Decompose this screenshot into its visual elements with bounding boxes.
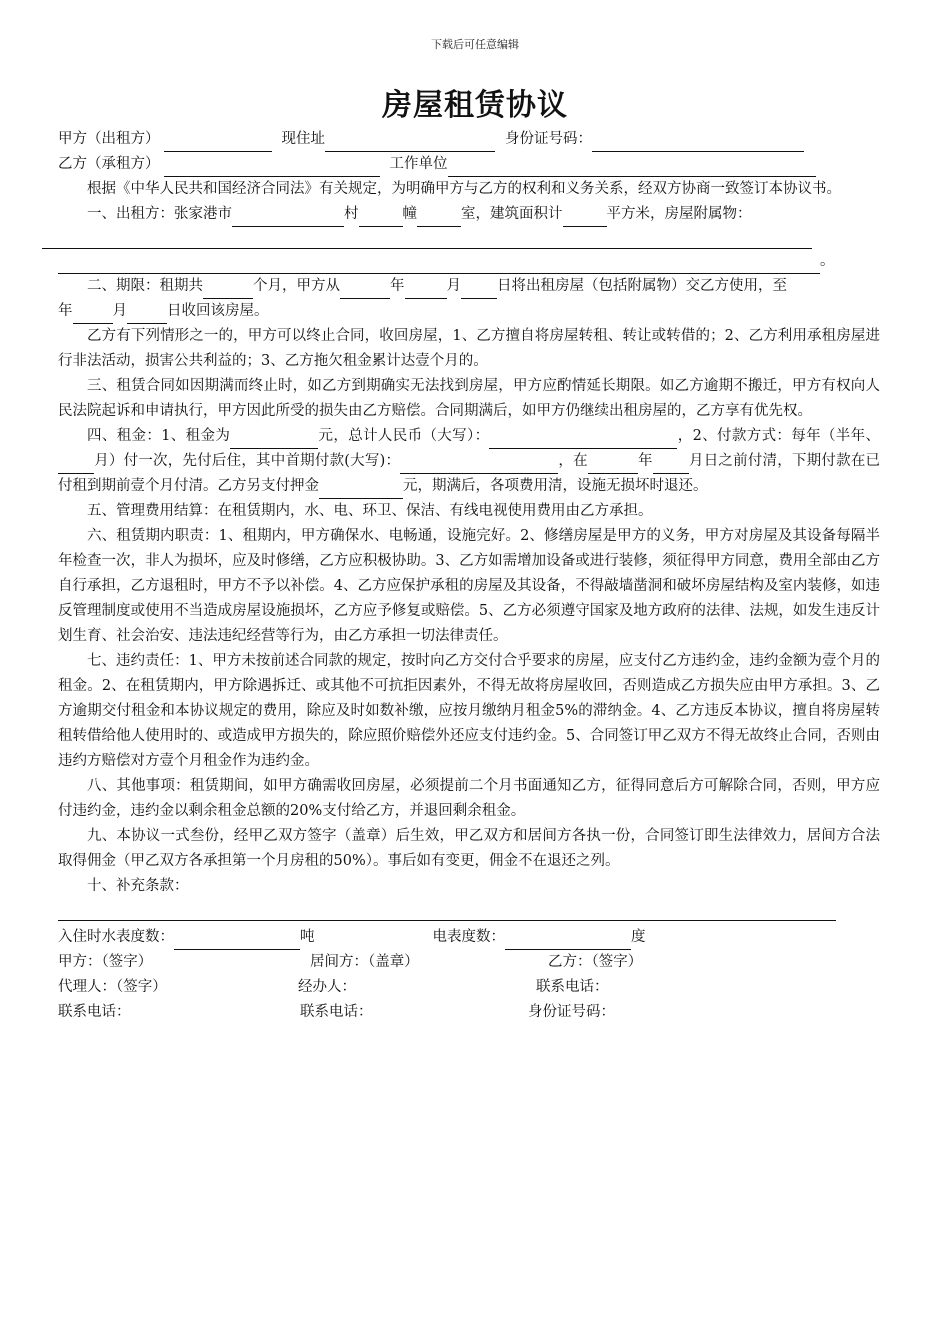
clause-9: 九、本协议一式叁份，经甲乙双方签字（盖章）后生效，甲乙双方和居间方各执一份，合同签订即生法律效力，居间方合法取得佣金（甲乙双方各承担第一个月房租的50%）。事后如有变更，佣金不在退还之列。 [58, 828, 880, 869]
clause-5: 五、管理费用结算：在租赁期内，水、电、环卫、保洁、有线电视使用费用由乙方承担。 [87, 503, 653, 519]
first-payment-blank[interactable] [400, 456, 558, 474]
area-blank[interactable] [563, 209, 607, 227]
start-year-blank[interactable] [340, 281, 390, 299]
clause-4 [58, 424, 880, 499]
clause-2-text-c: 年 [390, 278, 405, 294]
water-meter-unit: 吨 [300, 929, 315, 945]
clause-1-text-e: 平方米，房屋附属物： [606, 206, 752, 222]
attachment-line-1[interactable] [42, 227, 812, 249]
clause-10: 十、补充条款： [87, 878, 189, 894]
room-blank[interactable] [417, 209, 461, 227]
clause-1-end: 。 [820, 253, 835, 269]
contact-phone-field-3[interactable]: 联系电话： [300, 1004, 373, 1020]
contact-phone-field-1[interactable]: 联系电话： [536, 979, 609, 995]
start-month-blank[interactable] [405, 281, 447, 299]
clause-1-text-a: 一、出租方：张家港市 [87, 206, 232, 222]
clause-2-text-b: 个月，甲方从 [253, 278, 340, 294]
clause-6: 六、租赁期内职责：1、租期内，甲方确保水、电畅通，设施完好。2、修缮房屋是甲方的义务，甲方对房屋及其设备每隔半年检查一次，非人为损坏，应及时修缮，乙方应积极协助。3、乙方如需增加设备或进行装修，须征得甲方同意，费用全部由乙方自行承担，乙方退租时，甲方不予以补偿。4、乙方应保护承租的房屋及其设备，不得敲墙凿洞和破坏房屋结构及室内装修，如违反管理制度或使用不当造成房屋设施损坏，乙方应予修复或赔偿。5、乙方必须遵守国家及地方政府的法律、法规，如发生违反计划生育、社会治安、违法违纪经营等行为，由乙方承担一切法律责任。 [58, 528, 880, 644]
deposit-blank[interactable] [319, 481, 403, 499]
intro-paragraph: 根据《中华人民共和国经济合同法》有关规定，为明确甲方与乙方的权利和义务关系，经双方协商一致签订本协议书。 [87, 181, 841, 197]
clause-2-row-2 [58, 299, 880, 324]
clause-4-text-e: ，在 [558, 453, 588, 469]
header-note: 下载后可任意编辑 [431, 38, 519, 51]
building-blank[interactable] [359, 209, 403, 227]
attachment-line-2[interactable] [58, 256, 820, 274]
signature-row-3 [58, 1000, 880, 1025]
clause-2-extra: 乙方有下列情形之一的，甲方可以终止合同，收回房屋，1、乙方擅自将房屋转租、转让或转借的；2、乙方利用承租房屋进行非法活动，损害公共利益的；3、乙方拖欠租金累计达壹个月的。 [58, 328, 880, 369]
party-a-signature[interactable]: 甲方：（签字） [58, 954, 153, 970]
party-b-label: 乙方（承租方） [58, 156, 160, 172]
party-b-signature[interactable]: 乙方：（签字） [548, 954, 643, 970]
document-title: 房屋租赁协议 [382, 88, 568, 123]
agent-signature[interactable]: 代理人：（签字） [58, 979, 167, 995]
water-meter-label: 入住时水表度数： [58, 929, 174, 945]
intermediary-seal[interactable]: 居间方：（盖章） [310, 954, 419, 970]
elec-meter-label: 电表度数： [432, 929, 505, 945]
party-a-id-label: 身份证号码： [505, 131, 592, 147]
start-day-blank[interactable] [461, 281, 497, 299]
clause-4-text-d: 月）付一次，先付后住，其中首期付款(大写)： [94, 453, 401, 469]
party-b-work-label: 工作单位 [389, 156, 448, 172]
party-a-name-blank[interactable] [164, 134, 272, 152]
village-blank[interactable] [232, 209, 344, 227]
clause-3: 三、租赁合同如因期满而终止时，如乙方到期确实无法找到房屋，甲方应酌情延长期限。如乙方逾期不搬迁，甲方有权向人民法院起诉和申请执行，甲方因此所受的损失由乙方赔偿。合同期满后，如甲方仍继续出租房屋的，乙方享有优先权。 [58, 378, 880, 419]
clause-4-text-b: 元，总计人民币（大写）： [318, 428, 490, 444]
attachment-line-2-row [58, 249, 880, 274]
meter-row [58, 925, 880, 950]
clause-2-text-d: 月 [446, 278, 461, 294]
supplementary-line[interactable] [58, 899, 836, 921]
clause-4-text-c: ，2、付款方式：每年（半年、 [677, 428, 880, 444]
elec-meter-unit: 度 [631, 929, 646, 945]
term-months-blank[interactable] [203, 281, 253, 299]
clause-4-text-f: 年 [637, 453, 653, 469]
clause-4-text-i: 元，期满后，各项费用清，设施无损坏时退还。 [403, 478, 708, 494]
end-month-blank[interactable] [127, 306, 167, 324]
clause-1-text-b: 村 [344, 206, 359, 222]
clause-4-text-g: 月 [688, 453, 704, 469]
document-body [58, 127, 880, 1025]
party-a-id-blank[interactable] [592, 134, 804, 152]
signature-row-2 [58, 975, 880, 1000]
party-b-name-blank[interactable] [164, 159, 380, 177]
clause-4-text-h: 日之前付清，下期付款在已付租到期前壹个月付清。乙方另支付押金 [58, 453, 881, 494]
clause-1-text-c: 幢 [402, 206, 417, 222]
clause-2-row-1 [58, 274, 880, 299]
water-meter-blank[interactable] [174, 932, 300, 950]
rent-amount-blank[interactable] [230, 431, 318, 449]
party-b-row [58, 152, 880, 177]
party-b-work-blank[interactable] [448, 159, 816, 177]
id-number-field[interactable]: 身份证号码： [528, 1004, 615, 1020]
clause-2-text-a: 二、期限：租期共 [87, 278, 203, 294]
handler-field[interactable]: 经办人： [298, 979, 356, 995]
party-a-row [58, 127, 880, 152]
pay-months-blank[interactable] [58, 456, 94, 474]
party-a-address-blank[interactable] [325, 134, 495, 152]
end-year-blank[interactable] [73, 306, 113, 324]
party-a-address-label: 现住址 [281, 131, 325, 147]
signature-row-1 [58, 950, 880, 975]
clause-2-text-h: 日收回该房屋。 [167, 303, 269, 319]
pay-year-blank[interactable] [588, 456, 638, 474]
clause-4-text-a: 四、租金：1、租金为 [87, 428, 231, 444]
clause-7: 七、违约责任：1、甲方未按前述合同款的规定，按时向乙方交付合乎要求的房屋，应支付乙方违约金，违约金额为壹个月的租金。2、在租赁期内，甲方除遇拆迁、或其他不可抗拒因素外，不得无故将房屋收回，否则造成乙方损失应由甲方承担。3、乙方逾期交付租金和本协议规定的费用，除应及时如数补缴，应按月缴纳月租金5%的滞纳金。4、乙方违反本协议，擅自将房屋转租转借给他人使用时的、或造成甲方损失的，除应照价赔偿外还应支付违约金。5、合同签订甲乙双方不得无故终止合同，否则由违约方赔偿对方壹个月租金作为违约金。 [58, 653, 880, 769]
clause-2-text-g: 月 [112, 303, 127, 319]
clause-8: 八、其他事项：租赁期间，如甲方确需收回房屋，必须提前二个月书面通知乙方，征得同意后方可解除合同，否则，甲方应付违约金，违约金以剩余租金总额的20%支付给乙方，并退回剩余租金。 [58, 778, 880, 819]
clause-1-text-d: 室，建筑面积计 [461, 206, 563, 222]
party-a-label: 甲方（出租方） [58, 131, 160, 147]
contact-phone-field-2[interactable]: 联系电话： [58, 1004, 131, 1020]
rent-total-blank[interactable] [489, 431, 677, 449]
elec-meter-blank[interactable] [505, 932, 631, 950]
clause-1-row [58, 202, 880, 227]
clause-2-text-e: 日将出租房屋（包括附属物）交乙方使用，至 [497, 278, 787, 294]
clause-2-text-f: 年 [58, 303, 73, 319]
pay-month-blank[interactable] [653, 456, 689, 474]
